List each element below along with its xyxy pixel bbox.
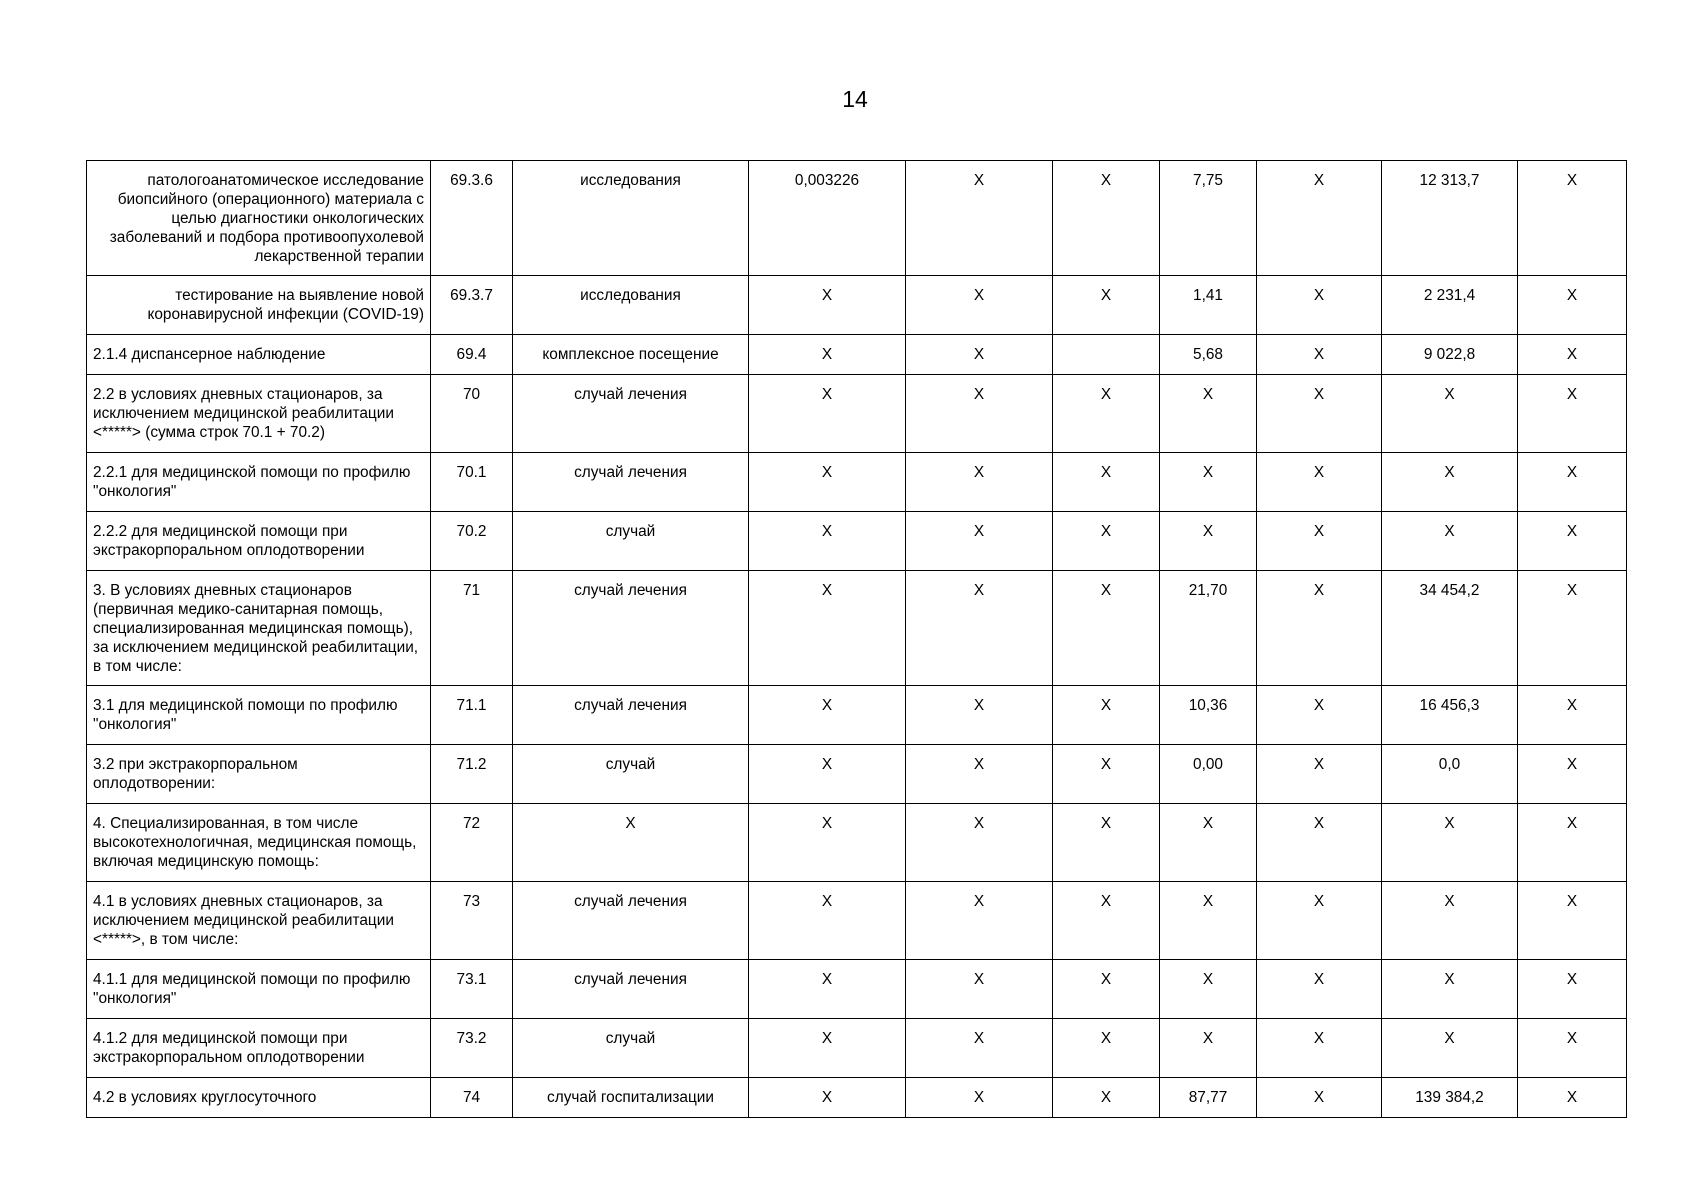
row-unit-cell: случай лечения	[513, 960, 749, 1019]
row-code-cell: 73.2	[431, 1019, 513, 1078]
col5-cell: X	[906, 571, 1053, 686]
col7-cell: 5,68	[1160, 335, 1257, 375]
col5-cell: X	[906, 375, 1053, 453]
table-row	[87, 335, 1627, 375]
table-row	[87, 375, 1627, 453]
col9-cell: X	[1382, 882, 1518, 960]
table-row	[87, 882, 1627, 960]
row-name-cell: 4.2 в условиях круглосуточного	[87, 1078, 431, 1118]
table-row	[87, 276, 1627, 335]
col7-cell: 7,75	[1160, 161, 1257, 276]
row-name-cell: 4.1.2 для медицинской помощи при экстракорпоральном оплодотворении	[87, 1019, 431, 1078]
col7-cell: X	[1160, 960, 1257, 1019]
row-code-cell: 71	[431, 571, 513, 686]
col10-cell: X	[1518, 571, 1627, 686]
row-name-cell: 4.1 в условиях дневных стационаров, за исключением медицинской реабилитации <*****>, в том числе:	[87, 882, 431, 960]
row-name-cell: 2.2.1 для медицинской помощи по профилю "онкология"	[87, 453, 431, 512]
col5-cell: X	[906, 161, 1053, 276]
col4-cell: X	[749, 512, 906, 571]
col6-cell: X	[1053, 960, 1160, 1019]
row-code-cell: 73	[431, 882, 513, 960]
row-name-cell: 4. Специализированная, в том числе высокотехнологичная, медицинская помощь, включая медицинскую помощь:	[87, 804, 431, 882]
col8-cell: X	[1257, 335, 1382, 375]
row-code-cell: 71.2	[431, 745, 513, 804]
col10-cell: X	[1518, 276, 1627, 335]
row-unit-cell: случай лечения	[513, 453, 749, 512]
col7-cell: X	[1160, 512, 1257, 571]
row-name-cell: 2.1.4 диспансерное наблюдение	[87, 335, 431, 375]
table-row	[87, 1019, 1627, 1078]
row-unit-cell: случай лечения	[513, 375, 749, 453]
row-name-cell: 2.2 в условиях дневных стационаров, за исключением медицинской реабилитации <*****> (сумма строк 70.1 + 70.2)	[87, 375, 431, 453]
col4-cell: X	[749, 960, 906, 1019]
col8-cell: X	[1257, 453, 1382, 512]
col10-cell: X	[1518, 375, 1627, 453]
col5-cell: X	[906, 882, 1053, 960]
col9-cell: 9 022,8	[1382, 335, 1518, 375]
row-code-cell: 72	[431, 804, 513, 882]
col8-cell: X	[1257, 512, 1382, 571]
col8-cell: X	[1257, 276, 1382, 335]
row-code-cell: 69.3.7	[431, 276, 513, 335]
col4-cell: X	[749, 882, 906, 960]
col5-cell: X	[906, 804, 1053, 882]
col7-cell: 0,00	[1160, 745, 1257, 804]
col4-cell: X	[749, 745, 906, 804]
col5-cell: X	[906, 686, 1053, 745]
col8-cell: X	[1257, 882, 1382, 960]
col9-cell: 34 454,2	[1382, 571, 1518, 686]
table-row	[87, 804, 1627, 882]
table-row	[87, 1078, 1627, 1118]
row-name-cell: 2.2.2 для медицинской помощи при экстракорпоральном оплодотворении	[87, 512, 431, 571]
col8-cell: X	[1257, 686, 1382, 745]
row-name-cell: 4.1.1 для медицинской помощи по профилю "онкология"	[87, 960, 431, 1019]
col4-cell: X	[749, 335, 906, 375]
row-name-cell: 3.2 при экстракорпоральном оплодотворении:	[87, 745, 431, 804]
table-body	[87, 161, 1627, 1118]
col10-cell: X	[1518, 1019, 1627, 1078]
col5-cell: X	[906, 745, 1053, 804]
col6-cell: X	[1053, 276, 1160, 335]
col7-cell: X	[1160, 453, 1257, 512]
row-code-cell: 71.1	[431, 686, 513, 745]
col10-cell: X	[1518, 882, 1627, 960]
col6-cell: X	[1053, 512, 1160, 571]
col7-cell: X	[1160, 804, 1257, 882]
col6-cell: X	[1053, 882, 1160, 960]
col10-cell: X	[1518, 745, 1627, 804]
col9-cell: 139 384,2	[1382, 1078, 1518, 1118]
col6-cell: X	[1053, 745, 1160, 804]
col7-cell: X	[1160, 1019, 1257, 1078]
row-unit-cell: случай лечения	[513, 686, 749, 745]
col9-cell: X	[1382, 453, 1518, 512]
col5-cell: X	[906, 1019, 1053, 1078]
row-unit-cell: случай	[513, 745, 749, 804]
col8-cell: X	[1257, 1078, 1382, 1118]
col8-cell: X	[1257, 804, 1382, 882]
row-code-cell: 73.1	[431, 960, 513, 1019]
col9-cell: X	[1382, 1019, 1518, 1078]
table-row	[87, 453, 1627, 512]
col10-cell: X	[1518, 335, 1627, 375]
col8-cell: X	[1257, 960, 1382, 1019]
col5-cell: X	[906, 453, 1053, 512]
col6-cell: X	[1053, 804, 1160, 882]
col10-cell: X	[1518, 512, 1627, 571]
col9-cell: X	[1382, 960, 1518, 1019]
col6-cell: X	[1053, 453, 1160, 512]
table-row	[87, 571, 1627, 686]
data-table	[86, 160, 1627, 1118]
col4-cell: X	[749, 804, 906, 882]
col10-cell: X	[1518, 686, 1627, 745]
col6-cell	[1053, 335, 1160, 375]
table-row	[87, 745, 1627, 804]
col5-cell: X	[906, 1078, 1053, 1118]
col10-cell: X	[1518, 804, 1627, 882]
col5-cell: X	[906, 335, 1053, 375]
col10-cell: X	[1518, 1078, 1627, 1118]
col7-cell: 21,70	[1160, 571, 1257, 686]
row-code-cell: 70	[431, 375, 513, 453]
row-name-cell: 3. В условиях дневных стационаров (первичная медико-санитарная помощь, специализированная медицинская помощь), за исключением медицинской реабилитации, в том числе:	[87, 571, 431, 686]
col6-cell: X	[1053, 161, 1160, 276]
row-unit-cell: случай лечения	[513, 571, 749, 686]
col4-cell: X	[749, 453, 906, 512]
col9-cell: X	[1382, 804, 1518, 882]
col4-cell: X	[749, 375, 906, 453]
row-unit-cell: комплексное посещение	[513, 335, 749, 375]
col9-cell: 16 456,3	[1382, 686, 1518, 745]
col4-cell: 0,003226	[749, 161, 906, 276]
col4-cell: X	[749, 276, 906, 335]
col6-cell: X	[1053, 686, 1160, 745]
page-number: 14	[842, 86, 868, 112]
col9-cell: 12 313,7	[1382, 161, 1518, 276]
col7-cell: 10,36	[1160, 686, 1257, 745]
col10-cell: X	[1518, 161, 1627, 276]
col5-cell: X	[906, 960, 1053, 1019]
col7-cell: X	[1160, 882, 1257, 960]
col4-cell: X	[749, 1019, 906, 1078]
col10-cell: X	[1518, 453, 1627, 512]
col7-cell: X	[1160, 375, 1257, 453]
col6-cell: X	[1053, 1019, 1160, 1078]
col8-cell: X	[1257, 1019, 1382, 1078]
col4-cell: X	[749, 571, 906, 686]
row-name-cell: тестирование на выявление новой коронавирусной инфекции (COVID-19)	[87, 276, 431, 335]
table-row	[87, 512, 1627, 571]
row-unit-cell: случай	[513, 1019, 749, 1078]
col9-cell: X	[1382, 375, 1518, 453]
table-row	[87, 161, 1627, 276]
row-code-cell: 74	[431, 1078, 513, 1118]
col7-cell: 87,77	[1160, 1078, 1257, 1118]
col6-cell: X	[1053, 375, 1160, 453]
col7-cell: 1,41	[1160, 276, 1257, 335]
col9-cell: 2 231,4	[1382, 276, 1518, 335]
col10-cell: X	[1518, 960, 1627, 1019]
row-unit-cell: X	[513, 804, 749, 882]
row-unit-cell: исследования	[513, 161, 749, 276]
col9-cell: 0,0	[1382, 745, 1518, 804]
col4-cell: X	[749, 686, 906, 745]
col5-cell: X	[906, 512, 1053, 571]
col9-cell: X	[1382, 512, 1518, 571]
table-row	[87, 686, 1627, 745]
row-code-cell: 70.1	[431, 453, 513, 512]
row-name-cell: патологоанатомическое исследование биопсийного (операционного) материала с целью диагностики онкологических заболеваний и подбора противоопухолевой лекарственной терапии	[87, 161, 431, 276]
table-row	[87, 960, 1627, 1019]
row-code-cell: 69.4	[431, 335, 513, 375]
col4-cell: X	[749, 1078, 906, 1118]
row-unit-cell: случай госпитализации	[513, 1078, 749, 1118]
col6-cell: X	[1053, 571, 1160, 686]
col6-cell: X	[1053, 1078, 1160, 1118]
row-unit-cell: исследования	[513, 276, 749, 335]
row-code-cell: 69.3.6	[431, 161, 513, 276]
col8-cell: X	[1257, 375, 1382, 453]
col8-cell: X	[1257, 161, 1382, 276]
row-code-cell: 70.2	[431, 512, 513, 571]
col8-cell: X	[1257, 745, 1382, 804]
col5-cell: X	[906, 276, 1053, 335]
col8-cell: X	[1257, 571, 1382, 686]
row-unit-cell: случай лечения	[513, 882, 749, 960]
row-name-cell: 3.1 для медицинской помощи по профилю "онкология"	[87, 686, 431, 745]
row-unit-cell: случай	[513, 512, 749, 571]
